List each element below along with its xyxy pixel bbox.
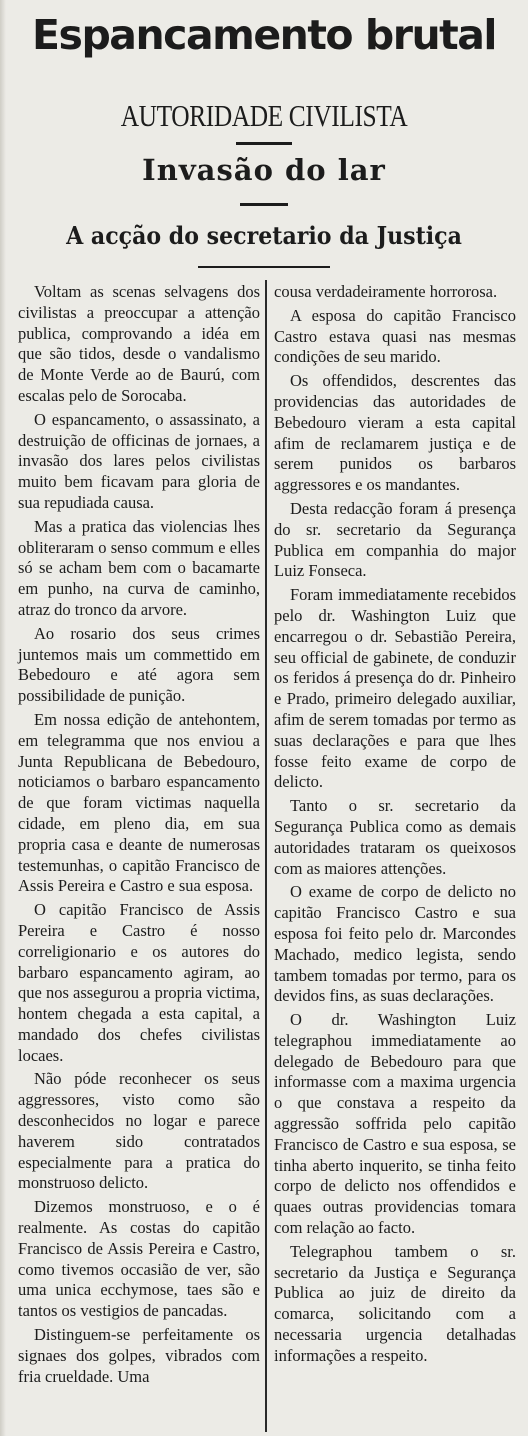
- paragraph: O dr. Washington Luiz telegraphou immediatamente ao delegado de Bebedouro para que informasse com a maxima urgencia o que constava a respeito da aggressão soffrida pelo capitão Francisco de Castro e sua esposa, se tinha aberto inquerito, se tinha feito corpo de delicto nos offendidos e quaes outras providencias tomara com relação ao facto.: [274, 1010, 516, 1238]
- paragraph: O exame de corpo de delicto no capitão Francisco Castro e sua esposa foi feito pelo dr. Marcondes Machado, medico legista, sendo tambem tomadas por termo, para os devidos fins, as suas declarações.: [274, 882, 516, 1006]
- column-divider: [265, 280, 267, 1432]
- subheading-home-invasion: Invasão do lar: [142, 153, 386, 187]
- paragraph: Desta redacção foram á presença do sr. secretario da Segurança Publica em companhia do major Luiz Fonseca.: [274, 498, 516, 581]
- divider-rule: [198, 266, 330, 268]
- divider-rule: [240, 203, 288, 206]
- paragraph: A esposa do capitão Francisco Castro estava quasi nas mesmas condições de seu marido.: [274, 305, 516, 367]
- article-right-column: [274, 282, 516, 1370]
- paragraph: O espancamento, o assassinato, a destruição de officinas de jornaes, a invasão dos lares pelos civilistas muito bem ficavam para gloria de sua repudiada causa.: [18, 409, 260, 512]
- divider-rule: [236, 142, 292, 145]
- paragraph: Telegraphou tambem o sr. secretario da Justiça e Segurança Publica ao juiz de direito da comarca, solicitando com a necessaria urgencia detalhadas informações a respeito.: [274, 1241, 516, 1365]
- subheading-civilian-authority: AUTORIDADE CIVILISTA: [120, 98, 408, 133]
- paragraph: Mas a pratica das violencias lhes obliteraram o senso commum e elles só se acham bem com o bacamarte em punho, na curva de caminho, atraz do tronco da arvore.: [18, 516, 260, 619]
- paragraph-continuation: cousa verdadeiramente horrorosa.: [274, 282, 498, 301]
- paragraph: Distinguem-se perfeitamente os signaes dos golpes, vibrados com fria crueldade. Uma: [18, 1325, 260, 1386]
- paragraph: Ao rosario dos seus crimes juntemos mais um commettido em Bebedouro e até agora sem possibilidade de punição.: [18, 623, 260, 706]
- article-left-column: [18, 282, 260, 1390]
- headline: Espancamento brutal: [32, 11, 496, 59]
- paragraph: Em nossa edição de antehontem, em telegramma que nos enviou a Junta Republicana de Bebedouro, noticiamos o barbaro espancamento de que foram victimas naquella cidade, em pleno dia, em sua propria casa e deante de numerosas testemunhas, o capitão Francisco de Assis Pereira e Castro e sua esposa.: [18, 709, 260, 896]
- paragraph: Não póde reconhecer os seus aggressores, visto como são desconhecidos no logar e parece haverem sido contratados especialmente para a pratica do monstruoso delicto.: [18, 1069, 260, 1193]
- paragraph: Voltam as scenas selvagens dos civilistas a preoccupar a attenção publica, comprovando a idéa em que são tidos, desde o vandalismo de Monte Verde ao de Baurú, com escalas pelo de Sorocaba.: [18, 282, 260, 405]
- paragraph: Dizemos monstruoso, e o é realmente. As costas do capitão Francisco de Assis Pereira e Castro, como tivemos occasião de ver, são uma unica ecchymose, taes são e tantos os vestigios de pancadas.: [18, 1197, 260, 1321]
- paragraph: O capitão Francisco de Assis Pereira e Castro é nosso correligionario e os autores do barbaro espancamento agiram, ao que nos assegurou a propria victima, hontem chegada a esta capital, a mandado dos chefes civilistas locaes.: [18, 900, 260, 1065]
- paragraph: Os offendidos, descrentes das providencias das autoridades de Bebedouro vieram a esta capital afim de reclamarem justiça e de serem punidos os barbaros aggressores e os mandantes.: [274, 371, 516, 495]
- subheading-justice-secretary: A acção do secretario da Justiça: [66, 221, 462, 250]
- paragraph: Tanto o sr. secretario da Segurança Publica como as demais autoridades trataram os queixosos com as maiores attenções.: [274, 796, 516, 878]
- paragraph: Foram immediatamente recebidos pelo dr. Washington Luiz que encarregou o dr. Sebastião Pereira, seu official de gabinete, de conduzir os feridos á presença do dr. Pinheiro e Prado, primeiro delegado auxiliar, afim de serem tomadas por termo as suas declarações e para que lhes fosse feito exame de corpo de delicto.: [274, 585, 516, 792]
